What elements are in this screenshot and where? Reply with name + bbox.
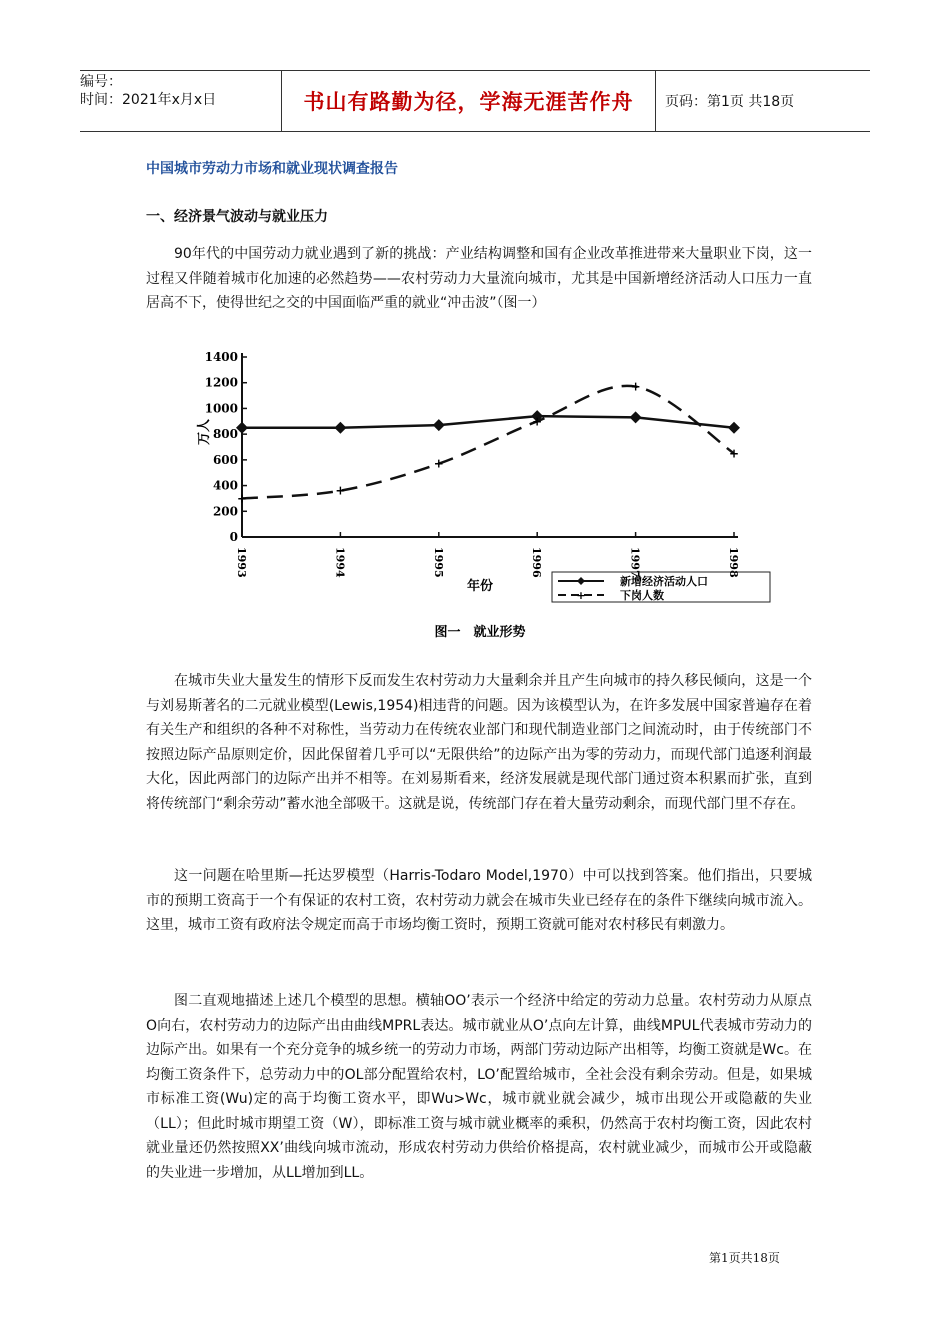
page-header (80, 70, 870, 132)
chart-axes (242, 353, 738, 537)
series-point-laid-off: + (728, 446, 740, 461)
y-tick-label: 400 (212, 478, 238, 493)
x-tick-label: 1997 (628, 547, 642, 578)
paragraph-4: 图二直观地描述上述几个模型的思想。横轴OO’表示一个经济中给定的劳动力总量。农村劳动力从原点O向右，农村劳动力的边际产出由曲线MPRL表达。城市就业从O’点向左计算，曲线MPUL代表城市劳动力的边际产出。如果有一个充分竞争的城乡统一的劳动力市场，两部门劳动边际产出相等，均衡工资就是Wc。在均衡工资条件下，总劳动力中的OL部分配置给农村，LO’配置给城市，全社会没有剩余劳动。但是，如果城市标准工资(Wu)定的高于均衡工资水平，即Wu>Wc，城市就业就会减少，城市出现公开或隐蔽的失业（LL）；但此时城市期望工资（W），即标准工资与城市就业概率的乘积，仍然高于农村均衡工资，因此农村就业量还仍然按照XX’曲线向城市流动，形成农村劳动力供给价格提高，农村就业减少，而城市公开或隐蔽的失业进一步增加，从LL增加到LL。 (146, 993, 812, 1181)
series-point-laid-off: + (433, 456, 444, 471)
y-tick-labels (205, 350, 238, 544)
paragraph-1: 90年代的中国劳动力就业遇到了新的挑战：产业结构调整和国有企业改革推进带来大量职业下岗，这一过程又伴随着城市化加速的必然趋势——农村劳动力大量流向城市，尤其是中国新增经济活动人口压力一直居高不下，使得世纪之交的中国面临严重的就业“冲击波”（图一） (146, 246, 812, 311)
series-point-new-labor (630, 411, 642, 423)
series-point-laid-off: + (532, 414, 543, 429)
x-axis-label: 年份 (466, 579, 494, 594)
date-label: 时间：2021年x月x日 (80, 92, 217, 108)
y-tick-label: 600 (212, 452, 238, 467)
y-tick-label: 800 (212, 427, 238, 442)
series-line-new-labor (242, 416, 734, 428)
x-tick-labels (235, 547, 740, 578)
legend-label-1: 下岗人数 (620, 589, 664, 602)
header-page-label: 页码：第1页 共18页 (665, 94, 795, 110)
x-tick-label: 1996 (530, 547, 544, 578)
y-tick-label: 1200 (204, 375, 238, 390)
header-motto: 书山有路勤为径，学海无涯苦作舟 (281, 71, 656, 131)
y-axis-label: 万人 (197, 418, 212, 445)
x-tick-label: 1994 (333, 547, 347, 578)
series-point-laid-off: + (630, 379, 641, 394)
document-title: 中国城市劳动力市场和就业现状调查报告 (146, 161, 398, 177)
page-footer: 第1页共18页 (709, 1251, 780, 1265)
series-point-laid-off: + (335, 483, 346, 498)
section-heading: 一、经济景气波动与就业压力 (146, 209, 328, 225)
y-tick-label: 200 (212, 504, 238, 519)
serial-label: 编号： (80, 74, 122, 90)
series-point-new-labor (728, 422, 740, 434)
x-tick-label: 1993 (235, 547, 248, 578)
paragraph-2: 在城市失业大量发生的情形下反而发生农村劳动力大量剩余并且产生向城市的持久移民倾向，这是一个与刘易斯著名的二元就业模型(Lewis,1954)相违背的问题。因为该模型认为，在许多发展中国家普遍存在着有关生产和组织的各种不对称性，当劳动力在传统农业部门和现代制造业部门之间流动时，由于传统部门不按照边际产品原则定价，因此保留着几乎可以“无限供给”的边际产出为零的劳动力，而现代部门追逐利润最大化，因此两部门的边际产出并不相等。在刘易斯看来，经济发展就是现代部门通过资本积累而扩张，直到将传统部门“剩余劳动”蓄水池全部吸干。这就是说，传统部门存在着大量劳动剩余，而现代部门里不存在。 (146, 673, 812, 812)
series-point-laid-off: + (236, 491, 248, 506)
paragraph-3: 这一问题在哈里斯—托达罗模型（Harris-Todaro Model,1970）中可以找到答案。他们指出，只要城市的预期工资高于一个有保证的农村工资，农村劳动力就会在城市失业已经存在的条件下继续向城市流入。这里，城市工资有政府法令规定而高于市场均衡工资时，预期工资就可能对农村移民有刺激力。 (146, 868, 812, 933)
x-tick-label: 1998 (727, 547, 740, 578)
legend-diamond-marker (577, 577, 585, 585)
legend-label-0: 新增经济活动人口 (620, 575, 708, 588)
chart-title: 图一 就业形势 (434, 625, 526, 640)
legend-plus-marker: + (576, 589, 586, 602)
y-tick-label: 1000 (204, 401, 238, 416)
header-left-cell (80, 71, 281, 131)
series-point-new-labor (433, 419, 445, 431)
employment-chart (180, 345, 780, 650)
chart-series (236, 380, 740, 506)
x-tick-label: 1995 (431, 547, 445, 578)
series-point-new-labor (334, 422, 346, 434)
series-line-laid-off (242, 386, 734, 499)
y-tick-label: 1400 (204, 350, 238, 364)
y-tick-label: 0 (229, 530, 238, 544)
